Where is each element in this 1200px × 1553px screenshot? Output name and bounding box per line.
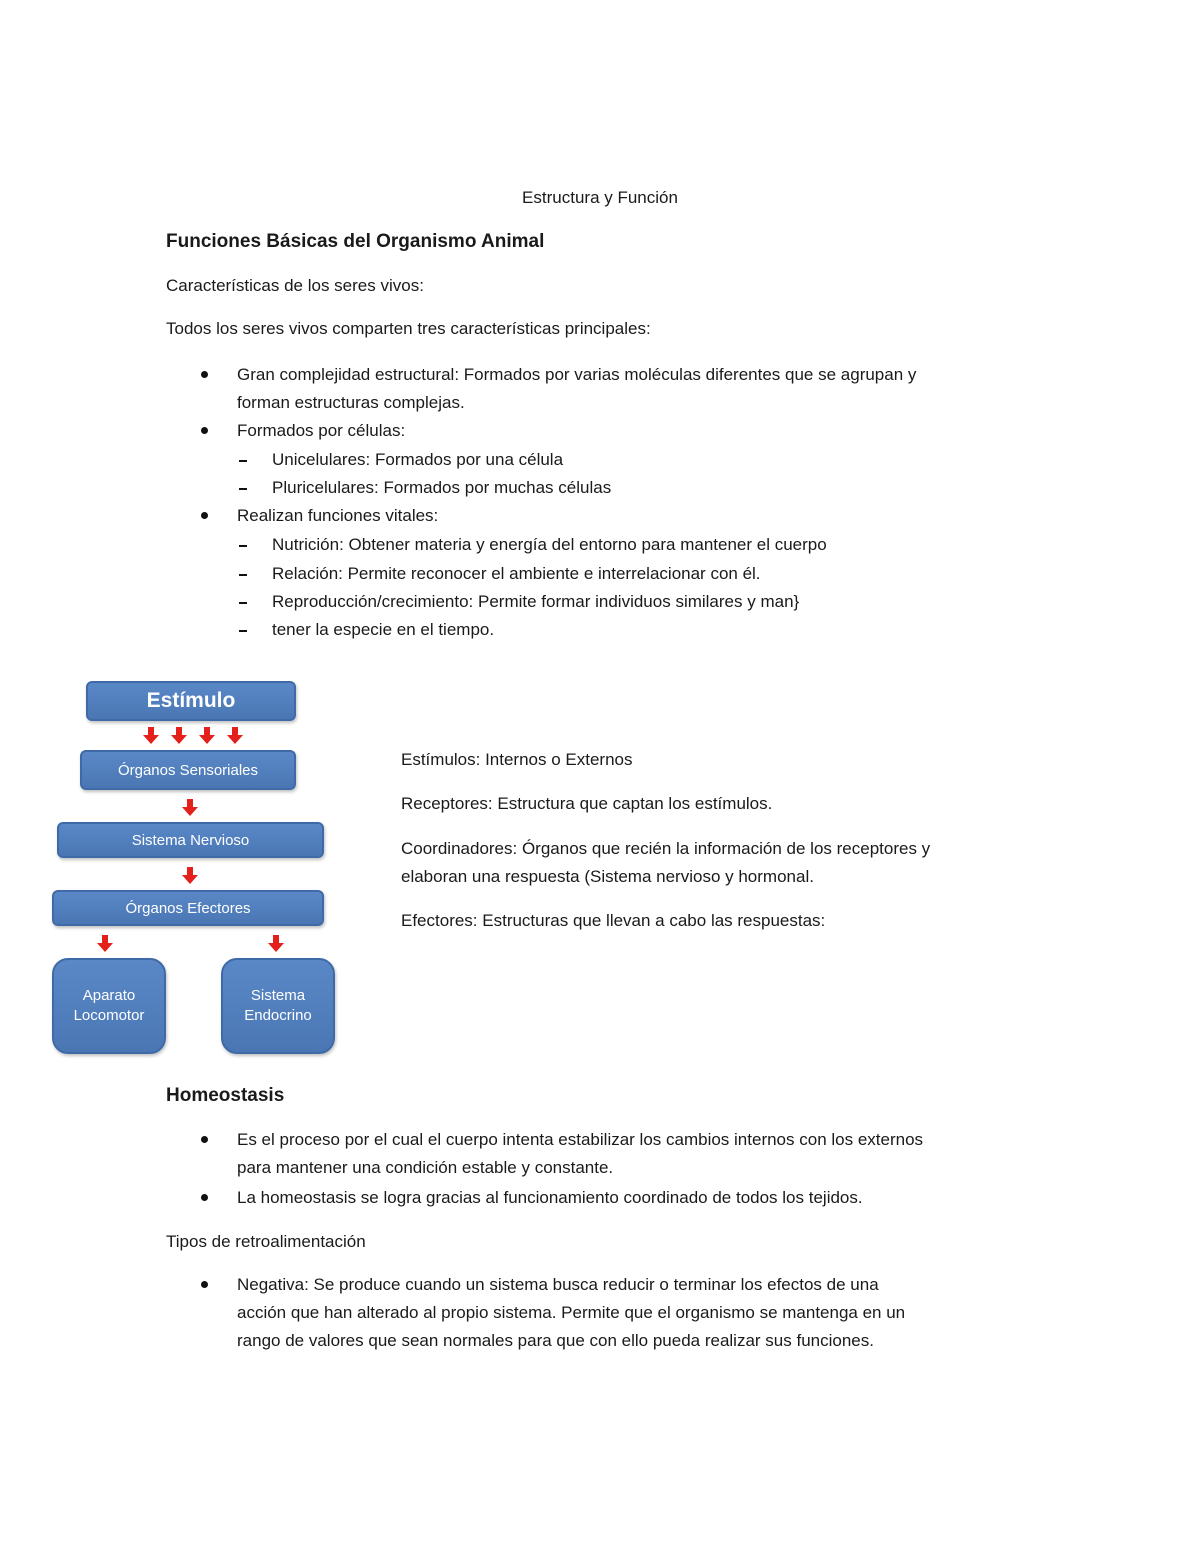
red-arrow-icon <box>268 935 284 952</box>
list-item-homeostasis-tejidos: La homeostasis se logra gracias al funcionamiento coordinado de todos los tejidos. <box>237 1188 863 1207</box>
diagram-box-organos-sensoriales: Órganos Sensoriales <box>80 750 296 790</box>
diagram-box-estimulo: Estímulo <box>86 681 296 721</box>
sub-item-relacion: Relación: Permite reconocer el ambiente e interrelacionar con él. <box>272 564 761 583</box>
list-item-negativa: Negativa: Se produce cuando un sistema busca reducir o terminar los efectos de una <box>237 1275 879 1294</box>
paragraph-caracteristicas: Características de los seres vivos: <box>166 276 424 295</box>
list-item-funciones-vitales: Realizan funciones vitales: <box>237 506 439 525</box>
paragraph-tipos-retroalimentacion: Tipos de retroalimentación <box>166 1232 366 1251</box>
red-arrow-icon <box>199 727 215 744</box>
diagram-box-organos-efectores: Órganos Efectores <box>52 890 324 926</box>
list-item-homeostasis-definicion-cont: para mantener una condición estable y constante. <box>237 1158 614 1177</box>
red-arrow-icon <box>182 867 198 884</box>
sub-item-pluricelulares: Pluricelulares: Formados por muchas células <box>272 478 612 497</box>
diagram-box-aparato-locomotor: Aparato Locomotor <box>52 958 166 1054</box>
list-item-homeostasis-definicion: Es el proceso por el cual el cuerpo intenta estabilizar los cambios internos con los externos <box>237 1130 924 1149</box>
dash-icon <box>239 602 247 604</box>
bullet-icon <box>201 427 208 434</box>
list-item-complejidad: Gran complejidad estructural: Formados por varias moléculas diferentes que se agrupan y <box>237 365 917 384</box>
sub-item-nutricion: Nutrición: Obtener materia y energía del entorno para mantener el cuerpo <box>272 535 827 554</box>
red-arrow-icon <box>143 727 159 744</box>
dash-icon <box>239 460 247 462</box>
red-arrow-icon <box>171 727 187 744</box>
dash-icon <box>239 545 247 547</box>
document-title: Estructura y Función <box>522 188 678 207</box>
diagram-box-sistema-endocrino: Sistema Endocrino <box>221 958 335 1054</box>
sub-item-reproduccion: Reproducción/crecimiento: Permite formar individuos similares y man} <box>272 592 800 611</box>
bullet-icon <box>201 1194 208 1201</box>
section-heading-funciones: Funciones Básicas del Organismo Animal <box>166 231 545 252</box>
paragraph-tres-caracteristicas: Todos los seres vivos comparten tres características principales: <box>166 319 651 338</box>
bullet-icon <box>201 1281 208 1288</box>
red-arrow-icon <box>182 799 198 816</box>
red-arrow-icon <box>97 935 113 952</box>
sub-item-unicelulares: Unicelulares: Formados por una célula <box>272 450 564 469</box>
list-item-negativa-cont1: acción que han alterado al propio sistema. Permite que el organismo se mantenga en un <box>237 1303 906 1322</box>
sub-item-especie: tener la especie en el tiempo. <box>272 620 495 639</box>
red-arrow-icon <box>227 727 243 744</box>
side-text-efectores: Efectores: Estructuras que llevan a cabo las respuestas: <box>401 911 826 930</box>
list-item-celulas: Formados por células: <box>237 421 406 440</box>
bullet-icon <box>201 1136 208 1143</box>
dash-icon <box>239 488 247 490</box>
list-item-complejidad-cont: forman estructuras complejas. <box>237 393 465 412</box>
list-item-negativa-cont2: rango de valores que sean normales para que con ello pueda realizar sus funciones. <box>237 1331 874 1350</box>
bullet-icon <box>201 512 208 519</box>
side-text-receptores: Receptores: Estructura que captan los estímulos. <box>401 794 773 813</box>
side-text-estimulos: Estímulos: Internos o Externos <box>401 750 633 769</box>
side-text-coordinadores: Coordinadores: Órganos que recién la información de los receptores y <box>401 839 931 858</box>
bullet-icon <box>201 371 208 378</box>
section-heading-homeostasis: Homeostasis <box>166 1085 285 1106</box>
dash-icon <box>239 630 247 632</box>
dash-icon <box>239 574 247 576</box>
diagram-box-sistema-nervioso: Sistema Nervioso <box>57 822 324 858</box>
side-text-coordinadores-cont: elaboran una respuesta (Sistema nervioso y hormonal. <box>401 867 814 886</box>
